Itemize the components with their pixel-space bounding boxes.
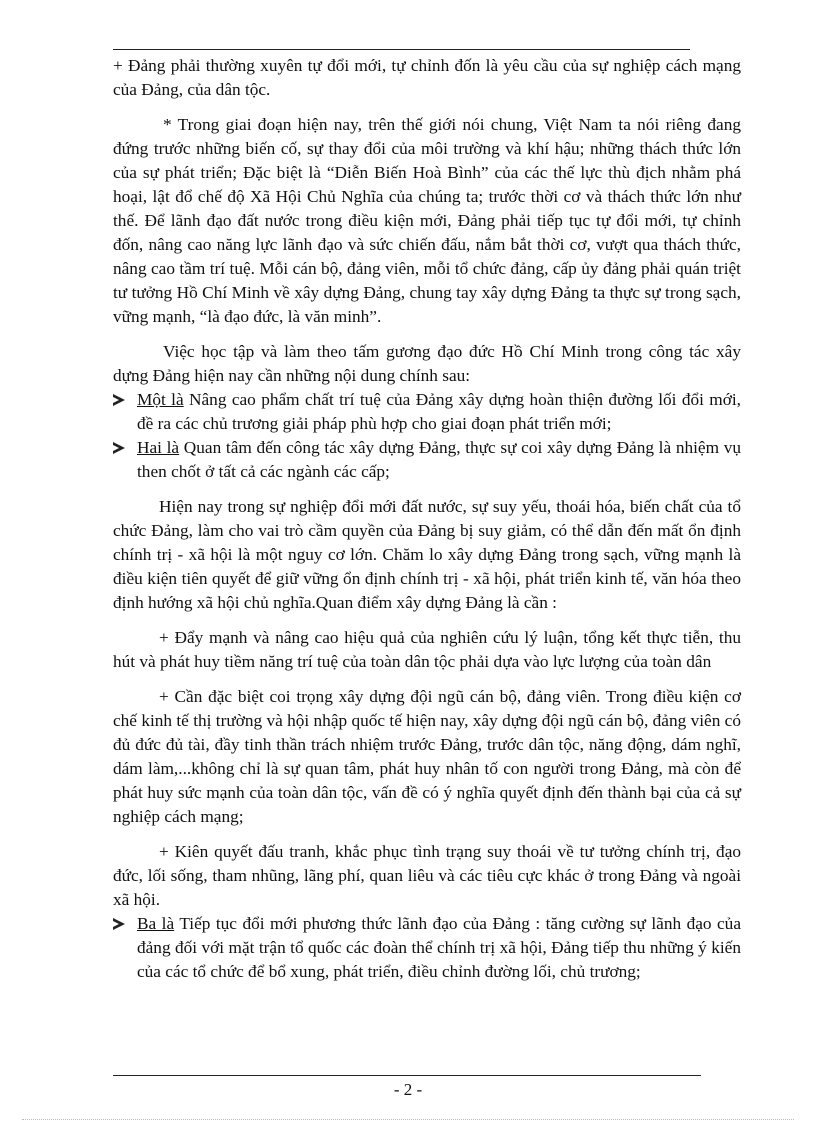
paragraph-current-context: * Trong giai đoạn hiện nay, trên thế giới nói chung, Việt Nam ta nói riêng đang đứng trước những biến cố, sự thay đổi của môi trường và khí hậu; những thách thức lớn của sự phát triển; Đặc biệt là “Diễn Biến Hoà Bình” của các thế lực thù địch nhằm phá hoại, lật đổ chế độ Xã Hội Chủ Nghĩa của chúng ta; trước thời cơ và thách thức lớn như thế. Để lãnh đạo đất nước trong điều kiện mới, Đảng phải tiếp tục tự đổi mới, tự chỉnh đốn, nâng cao năng lực lãnh đạo và sức chiến đấu, nắm bắt thời cơ, vượt qua thách thức, nâng cao tầm trí tuệ. Mỗi cán bộ, đảng viên, mỗi tổ chức đảng, cấp ủy đảng phải quán triệt tư tưởng Hồ Chí Minh về xây dựng Đảng, chung tay xây dựng Đảng ta thực sự trong sạch, vững mạnh, “là đạo đức, là văn minh”. xyxy=(113,115,741,326)
bullet-item-two xyxy=(113,436,741,484)
bullet-lead: Một là xyxy=(137,390,184,409)
paragraph-study-intro: Việc học tập và làm theo tấm gương đạo đức Hồ Chí Minh trong công tác xây dựng Đảng hiện nay cần những nội dung chính sau: xyxy=(113,342,741,385)
page-edge-dotted-line xyxy=(22,1119,794,1120)
page-number: - 2 - xyxy=(393,1080,423,1099)
bullet-item-one xyxy=(113,388,741,436)
footer-rule xyxy=(113,1075,701,1076)
paragraph-party-renewal: + Đảng phải thường xuyên tự đổi mới, tự chỉnh đốn là yêu cầu của sự nghiệp cách mạng của Đảng, của dân tộc. xyxy=(113,56,741,99)
paragraph-research: + Đẩy mạnh và nâng cao hiệu quả của nghiên cứu lý luận, tổng kết thực tiễn, thu hút và phát huy tiềm năng trí tuệ của toàn dân tộc phải dựa vào lực lượng của toàn dân xyxy=(113,628,741,671)
paragraph-cadres: + Cần đặc biệt coi trọng xây dựng đội ngũ cán bộ, đảng viên. Trong điều kiện cơ chế kinh tế thị trường và hội nhập quốc tế hiện nay, xây dựng đội ngũ cán bộ, đảng viên có đủ đức đủ tài, đầy tinh thần trách nhiệm trước Đảng, trước dân tộc, năng động, dám nghĩ, dám làm,...không chỉ là sự quan tâm, phát huy nhân tố con người trong Đảng, mà còn để phát huy sức mạnh của toàn dân tộc, vấn đề có ý nghĩa quyết định đến thành bại của cả sự nghiệp cách mạng; xyxy=(113,687,741,826)
arrow-bullet-icon xyxy=(113,918,125,930)
page-body xyxy=(113,54,741,984)
arrow-bullet-icon xyxy=(113,394,125,406)
bullet-text: Quan tâm đến công tác xây dựng Đảng, thực sự coi xây dựng Đảng là nhiệm vụ then chốt ở tất cả các ngành các cấp; xyxy=(137,438,741,481)
paragraph-party-building: Hiện nay trong sự nghiệp đổi mới đất nước, sự suy yếu, thoái hóa, biến chất của tổ chức Đảng, làm cho vai trò cầm quyền của Đảng bị suy giảm, có thể dẫn đến mất ổn định chính trị - xã hội là một nguy cơ lớn. Chăm lo xây dựng Đảng trong sạch, vững mạnh là điều kiện tiên quyết để giữ vững ổn định chính trị - xã hội, phát triển kinh tế, văn hóa theo định hướng xã hội chủ nghĩa.Quan điểm xây dựng Đảng là cần : xyxy=(113,497,741,612)
paragraph-corruption: + Kiên quyết đấu tranh, khắc phục tình trạng suy thoái về tư tưởng chính trị, đạo đức, lối sống, tham nhũng, lãng phí, quan liêu và các tiêu cực khác ở trong Đảng và ngoài xã hội. xyxy=(113,842,741,909)
bullet-lead: Ba là xyxy=(137,914,175,933)
bullet-lead: Hai là xyxy=(137,438,180,457)
arrow-bullet-icon xyxy=(113,442,125,454)
bullet-item-three xyxy=(113,912,741,984)
header-rule xyxy=(113,49,690,50)
bullet-text: Tiếp tục đổi mới phương thức lãnh đạo của Đảng : tăng cường sự lãnh đạo của đảng đối với mặt trận tổ quốc các đoàn thể chính trị xã hội, Đảng tiếp thu những ý kiến của các tổ chức để bổ xung, phát triển, điều chỉnh đường lối, chủ trương; xyxy=(137,914,741,981)
bullet-text: Nâng cao phẩm chất trí tuệ của Đảng xây dựng hoàn thiện đường lối đổi mới, đề ra các chủ trương giải pháp phù hợp cho giai đoạn phát triển mới; xyxy=(137,390,741,433)
